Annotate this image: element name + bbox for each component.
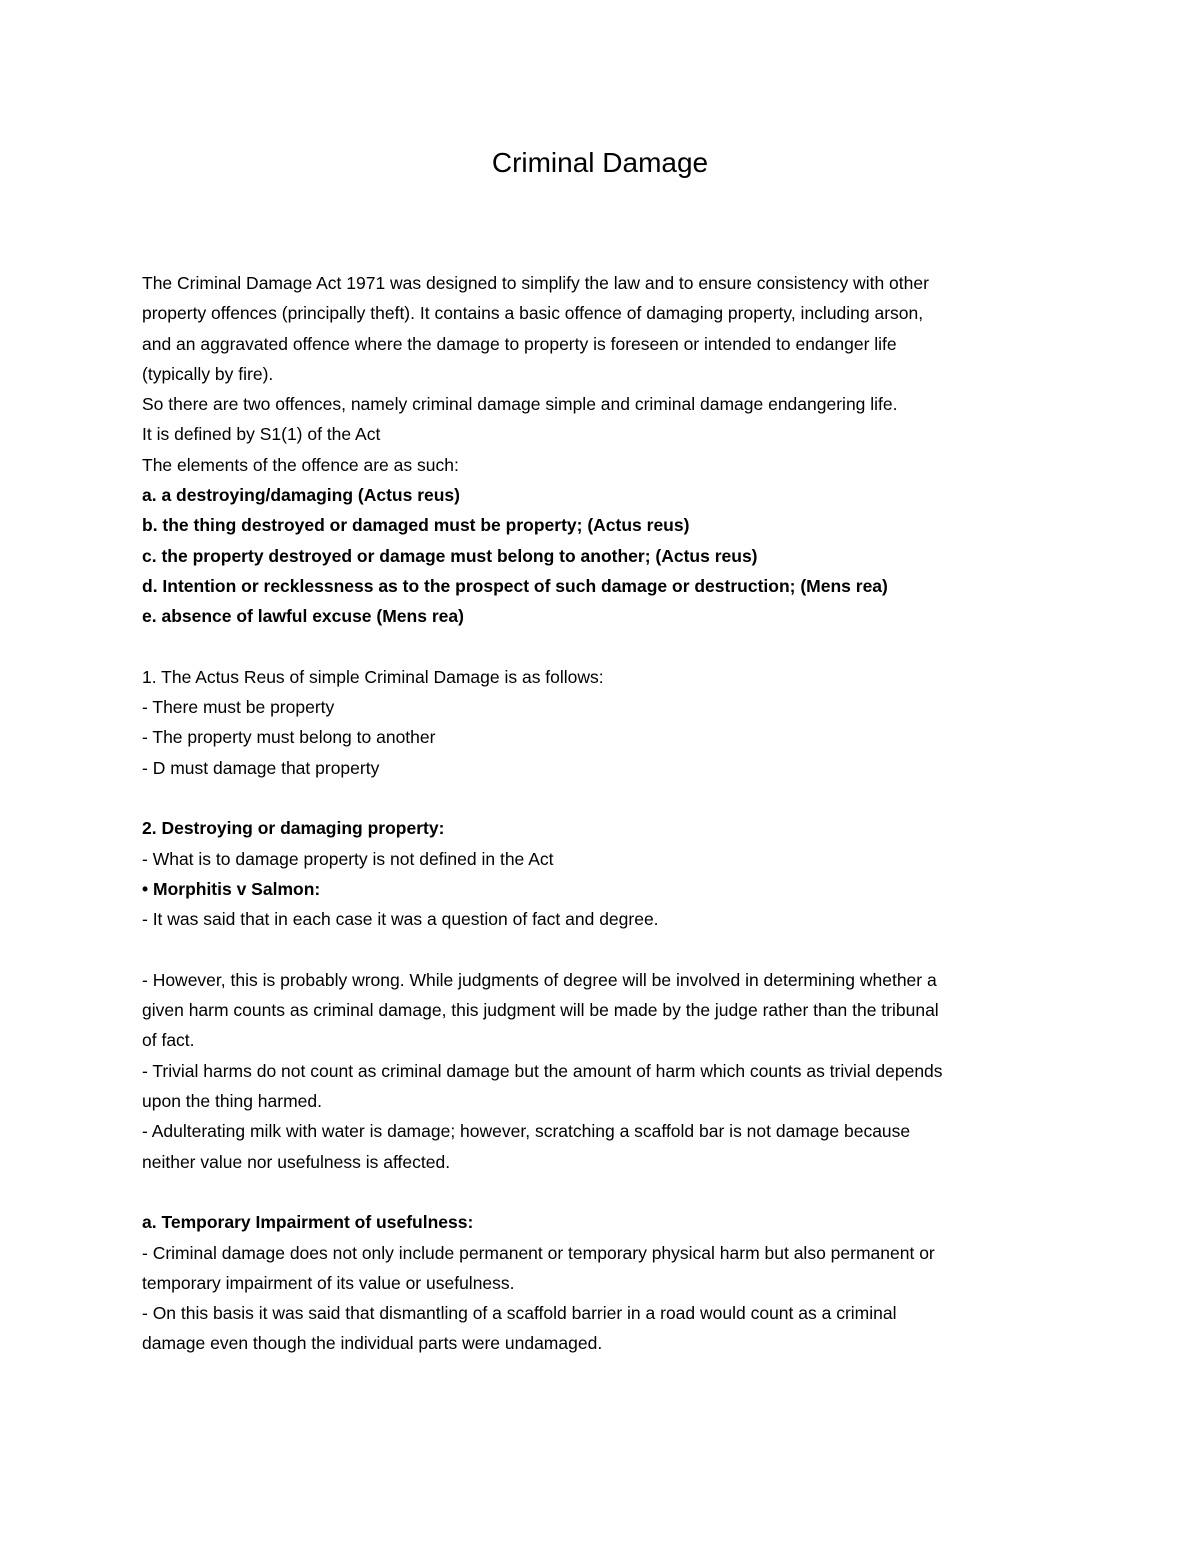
section1-heading: 1. The Actus Reus of simple Criminal Damage is as follows: (142, 666, 604, 687)
case-note: - It was said that in each case it was a question of fact and degree. (142, 909, 659, 930)
section-a-line: damage even though the individual parts were undamaged. (142, 1333, 603, 1354)
intro-line: It is defined by S1(1) of the Act (142, 424, 381, 445)
document-title: Criminal Damage (491, 147, 709, 178)
section1-item: - There must be property (142, 697, 335, 718)
section-a-line: - Criminal damage does not only include permanent or temporary physical harm but also permanent or (142, 1242, 935, 1263)
element-item: e. absence of lawful excuse (Mens rea) (142, 606, 464, 627)
intro-line: So there are two offences, namely criminal damage simple and criminal damage endangering life. (142, 394, 898, 415)
intro-line: The Criminal Damage Act 1971 was designed to simplify the law and to ensure consistency with other (142, 273, 929, 293)
spacer (142, 935, 1062, 965)
section1-item: - D must damage that property (142, 757, 380, 778)
intro-line: (typically by fire). (142, 363, 274, 384)
spacer (142, 783, 1062, 813)
intro-line: The elements of the offence are as such: (142, 454, 459, 475)
section2-para-line: of fact. (142, 1030, 195, 1051)
section2-para-line: - Adulterating milk with water is damage; however, scratching a scaffold bar is not damage because (142, 1121, 911, 1142)
element-item: a. a destroying/damaging (Actus reus) (142, 485, 460, 506)
section-a-line: - On this basis it was said that dismantling of a scaffold barrier in a road would count as a criminal (142, 1303, 897, 1324)
section2-para-line: neither value nor usefulness is affected. (142, 1151, 451, 1172)
case-name: • Morphitis v Salmon: (142, 878, 321, 899)
section2-item: - What is to damage property is not defined in the Act (142, 848, 554, 869)
section1-item: - The property must belong to another (142, 727, 436, 748)
section2-para-line: upon the thing harmed. (142, 1091, 322, 1112)
spacer (142, 632, 1062, 662)
section-a-heading: a. Temporary Impairment of usefulness: (142, 1212, 474, 1233)
section2-para-line: - Trivial harms do not count as criminal damage but the amount of harm which counts as trivial depends (142, 1060, 943, 1081)
element-item: c. the property destroyed or damage must belong to another; (Actus reus) (142, 545, 758, 566)
intro-line: property offences (principally theft). It contains a basic offence of damaging property, including arson, (142, 303, 924, 324)
section2-para-line: - However, this is probably wrong. While judgments of degree will be involved in determining whether a (142, 969, 937, 990)
section-a-line: temporary impairment of its value or usefulness. (142, 1272, 515, 1293)
section2-para-line: given harm counts as criminal damage, this judgment will be made by the judge rather than the tribunal (142, 1000, 939, 1021)
intro-line: and an aggravated offence where the damage to property is foreseen or intended to endanger life (142, 333, 897, 354)
element-item: b. the thing destroyed or damaged must be property; (Actus reus) (142, 515, 690, 536)
document-body (142, 268, 1062, 1359)
element-item: d. Intention or recklessness as to the prospect of such damage or destruction; (Mens rea) (142, 575, 888, 596)
spacer (142, 1177, 1062, 1207)
section2-heading: 2. Destroying or damaging property: (142, 818, 445, 839)
